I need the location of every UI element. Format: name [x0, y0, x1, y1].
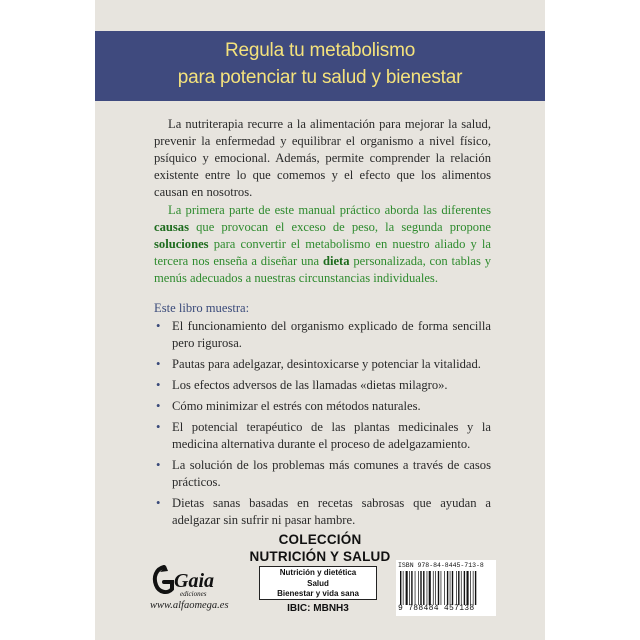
list-item: • La solución de los problemas más comunes a través de casos prácticos.: [156, 458, 491, 489]
bullet-icon: •: [156, 319, 161, 333]
bullet-icon: •: [156, 496, 161, 510]
barcode-bar: [438, 571, 439, 605]
list-heading: Este libro muestra:: [154, 301, 250, 315]
keyword-soluciones: soluciones: [154, 237, 209, 251]
category-line: Nutrición y dietética: [279, 568, 357, 577]
barcode-bar: [467, 571, 469, 605]
barcode-bar: [444, 571, 445, 605]
logo-text: Gaia: [174, 570, 214, 592]
bullet-icon: •: [156, 378, 161, 392]
barcode-bar: [435, 571, 436, 605]
barcode-bar: [473, 571, 474, 605]
barcode-bar: [456, 571, 457, 605]
list-item: • Dietas sanas basadas en recetas sabrosas que ayudan a adelgazar sin sufrir ni pasar hambre.: [156, 496, 491, 527]
website-link: www.alfaomega.es: [150, 600, 229, 611]
barcode-bar: [409, 571, 410, 605]
barcode-digits: 9 788484 457138: [398, 604, 475, 613]
barcode-bar: [458, 571, 459, 605]
logo-subtext: ediciones: [180, 590, 207, 598]
barcode-bar: [447, 571, 448, 605]
barcode-bar: [452, 571, 453, 605]
category-line: Salud: [307, 578, 329, 588]
ibic-code: IBIC: MBNH3: [287, 603, 349, 614]
list-item: • Cómo minimizar el estrés con métodos naturales.: [156, 399, 421, 413]
keyword-causas: causas: [154, 220, 189, 234]
barcode-bar: [441, 571, 442, 605]
title-banner: [95, 31, 545, 101]
bullet-list: [154, 318, 491, 533]
intro-paragraph: La nutriterapia recurre a la alimentación para mejorar la salud, prevenir la enfermedad y equilibrar el organismo a nivel físico, psíquico y emocional. Además, permite comprender la relación existente entre lo que comemos y el efecto que los alimentos causan en nosotros.: [154, 117, 491, 199]
barcode-bar: [420, 571, 421, 605]
list-item: • Pautas para adelgazar, desintoxicarse y potenciar la vitalidad.: [156, 357, 481, 371]
collection-name: NUTRICIÓN Y SALUD: [249, 549, 391, 564]
keyword-dieta: dieta: [322, 254, 350, 268]
bullet-icon: •: [156, 357, 161, 371]
isbn-label: ISBN 978-84-8445-713-8: [398, 562, 484, 569]
green-paragraph: La primera parte de este manual práctico aborda las diferentes causas que provocan el exceso de peso, la segunda propone soluciones para convertir el metabolismo en nuestro aliado y la tercera nos enseña a diseñar una dieta personalizada, con tablas y menús adecuados a nuestras circunstancias individuales.: [154, 203, 492, 285]
category-line: Bienestar y vida sana: [277, 589, 359, 598]
gaia-logo-icon: [150, 563, 230, 599]
barcode-bar: [423, 571, 424, 605]
list-item: • Los efectos adversos de las llamadas «dietas milagro».: [156, 378, 448, 392]
barcode-bar: [403, 571, 404, 605]
collection-label: COLECCIÓN: [278, 532, 362, 547]
barcode-bar: [464, 571, 465, 605]
barcode-bar: [406, 571, 408, 605]
bullet-icon: •: [156, 420, 161, 434]
list-item: • El funcionamiento del organismo explicado de forma sencilla pero rigurosa.: [156, 319, 491, 350]
barcode-bar: [470, 571, 471, 605]
list-item: • El potencial terapéutico de las plantas medicinales y la medicina alternativa durante el proceso de adelgazamiento.: [156, 420, 491, 451]
banner-line-1: Regula tu metabolismo: [224, 40, 416, 61]
bullet-icon: •: [156, 399, 161, 413]
category-box: [259, 566, 377, 600]
bullet-icon: •: [156, 458, 161, 472]
barcode-bar: [475, 571, 476, 605]
barcode-bar: [400, 571, 401, 605]
barcode-bar: [450, 571, 451, 605]
barcode-icon: [398, 571, 494, 605]
barcode-bar: [433, 571, 434, 605]
barcode-bar: [429, 571, 431, 605]
banner-line-2: para potenciar tu salud y bienestar: [177, 67, 463, 88]
barcode-bar: [461, 571, 462, 605]
barcode-bar: [418, 571, 419, 605]
barcode-bar: [415, 571, 416, 605]
barcode-bar: [411, 571, 412, 605]
barcode-bar: [427, 571, 428, 605]
